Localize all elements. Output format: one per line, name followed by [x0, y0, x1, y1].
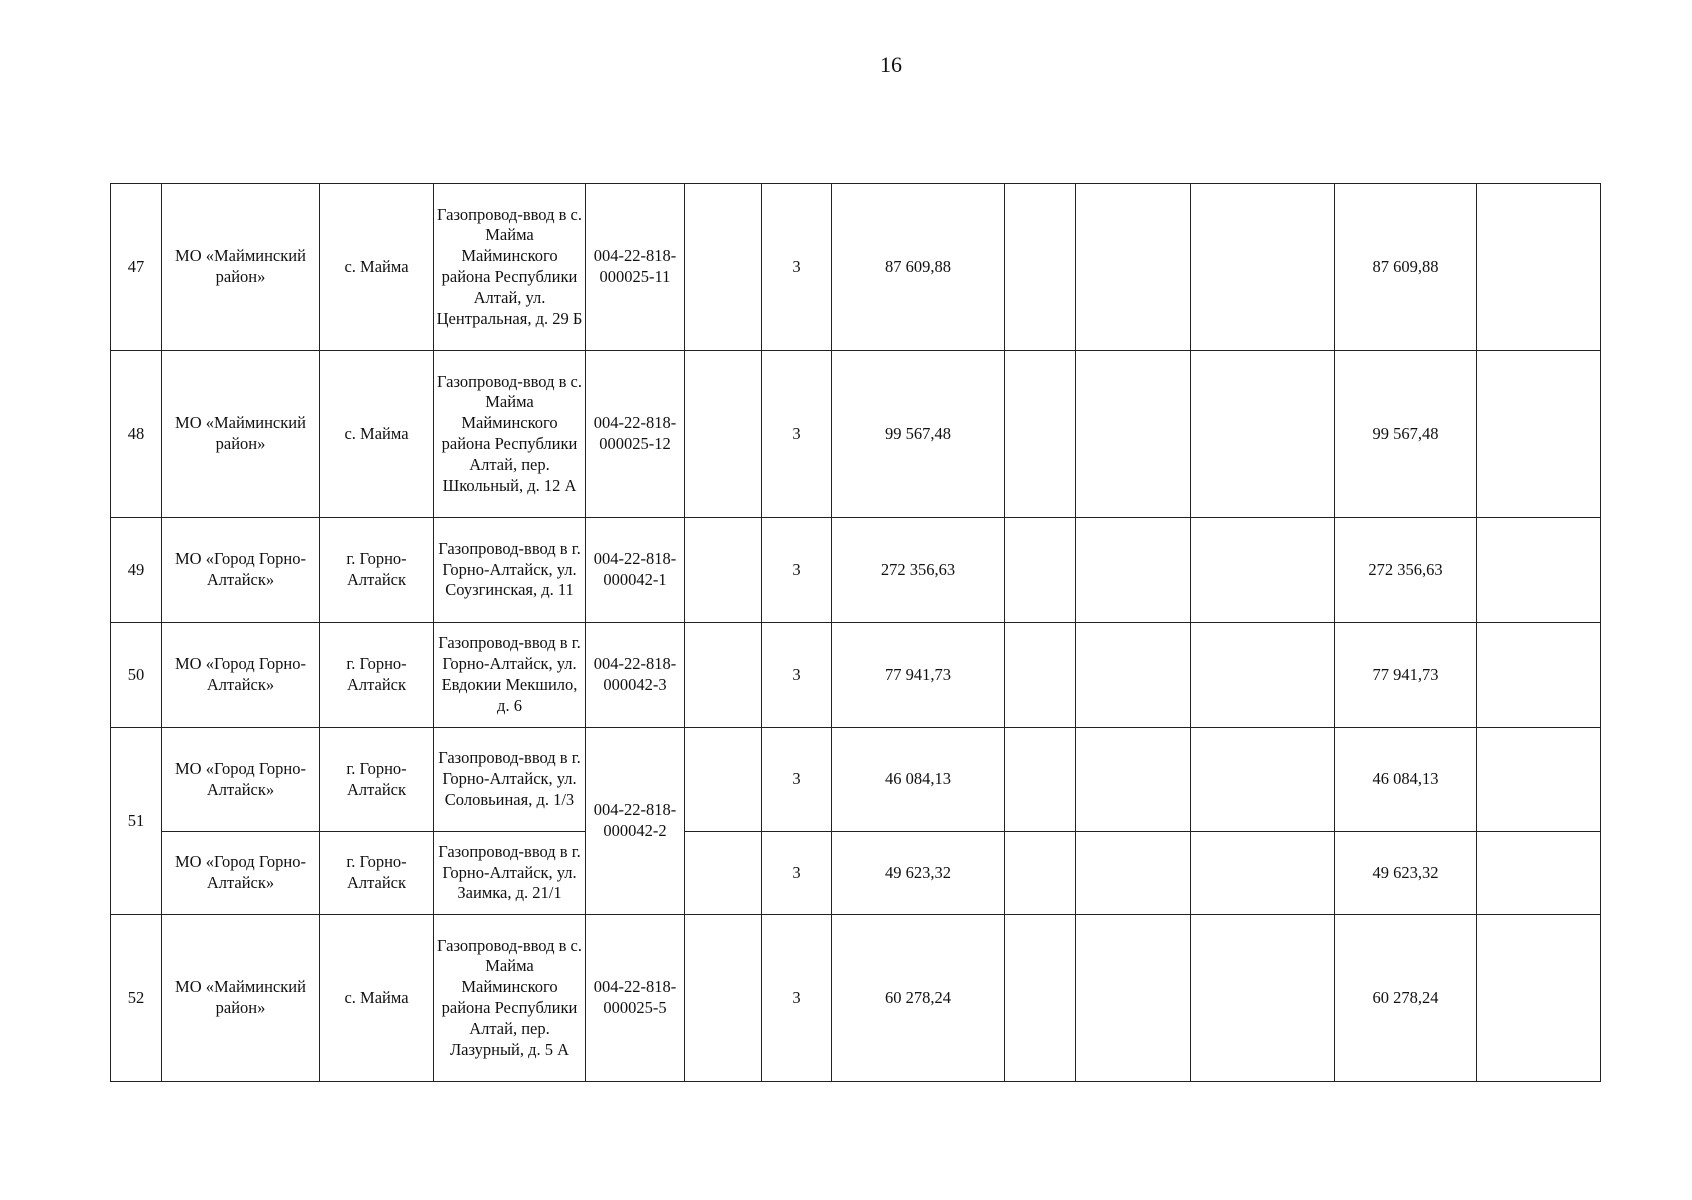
object-cell: Газопровод-ввод в г. Горно-Алтайск, ул. Евдокии Мекшило, д. 6 [434, 623, 586, 728]
amount-cell: 46 084,13 [832, 728, 1005, 832]
municipality-cell: МО «Город Горно-Алтайск» [162, 728, 320, 832]
object-cell: Газопровод-ввод в г. Горно-Алтайск, ул. Заимка, д. 21/1 [434, 832, 586, 915]
empty-cell [1191, 184, 1335, 351]
quantity-cell: 3 [762, 184, 832, 351]
locality-cell: г. Горно-Алтайск [320, 728, 434, 832]
row-number: 51 [111, 728, 162, 915]
table-row [111, 915, 1601, 1082]
amount-cell: 60 278,24 [832, 915, 1005, 1082]
empty-cell [685, 518, 762, 623]
amount-cell: 272 356,63 [832, 518, 1005, 623]
empty-cell [1477, 351, 1601, 518]
table-row [111, 623, 1601, 728]
amount-cell: 99 567,48 [832, 351, 1005, 518]
amount-cell: 87 609,88 [832, 184, 1005, 351]
object-cell: Газопровод-ввод в с. Майма Майминского района Республики Алтай, пер. Школьный, д. 12 А [434, 351, 586, 518]
empty-cell [1005, 351, 1076, 518]
empty-cell [1076, 184, 1191, 351]
empty-cell [1005, 915, 1076, 1082]
registry-table [110, 183, 1601, 1082]
empty-cell [685, 184, 762, 351]
object-cell: Газопровод-ввод в г. Горно-Алтайск, ул. Соузгинская, д. 11 [434, 518, 586, 623]
empty-cell [1076, 728, 1191, 832]
total-cell: 87 609,88 [1335, 184, 1477, 351]
locality-cell: с. Майма [320, 184, 434, 351]
locality-cell: г. Горно-Алтайск [320, 623, 434, 728]
amount-cell: 49 623,32 [832, 832, 1005, 915]
municipality-cell: МО «Город Горно-Алтайск» [162, 518, 320, 623]
empty-cell [1005, 832, 1076, 915]
code-cell: 004-22-818-000042-1 [586, 518, 685, 623]
municipality-cell: МО «Майминский район» [162, 351, 320, 518]
code-cell: 004-22-818-000025-11 [586, 184, 685, 351]
amount-cell: 77 941,73 [832, 623, 1005, 728]
table-row [111, 832, 1601, 915]
municipality-cell: МО «Майминский район» [162, 915, 320, 1082]
quantity-cell: 3 [762, 518, 832, 623]
quantity-cell: 3 [762, 351, 832, 518]
municipality-cell: МО «Майминский район» [162, 184, 320, 351]
empty-cell [685, 728, 762, 832]
empty-cell [1191, 623, 1335, 728]
total-cell: 99 567,48 [1335, 351, 1477, 518]
table-row [111, 728, 1601, 832]
empty-cell [1477, 915, 1601, 1082]
quantity-cell: 3 [762, 728, 832, 832]
total-cell: 46 084,13 [1335, 728, 1477, 832]
code-cell: 004-22-818-000025-5 [586, 915, 685, 1082]
empty-cell [1191, 518, 1335, 623]
empty-cell [1477, 623, 1601, 728]
empty-cell [1005, 184, 1076, 351]
empty-cell [1477, 728, 1601, 832]
code-cell: 004-22-818-000042-2 [586, 728, 685, 915]
empty-cell [1191, 351, 1335, 518]
empty-cell [1005, 623, 1076, 728]
empty-cell [1191, 832, 1335, 915]
locality-cell: г. Горно-Алтайск [320, 832, 434, 915]
quantity-cell: 3 [762, 915, 832, 1082]
empty-cell [1477, 518, 1601, 623]
locality-cell: с. Майма [320, 351, 434, 518]
municipality-cell: МО «Город Горно-Алтайск» [162, 623, 320, 728]
quantity-cell: 3 [762, 832, 832, 915]
empty-cell [1076, 623, 1191, 728]
object-cell: Газопровод-ввод в г. Горно-Алтайск, ул. Соловьиная, д. 1/3 [434, 728, 586, 832]
total-cell: 49 623,32 [1335, 832, 1477, 915]
empty-cell [1076, 915, 1191, 1082]
row-number: 47 [111, 184, 162, 351]
empty-cell [1076, 351, 1191, 518]
object-cell: Газопровод-ввод в с. Майма Майминского района Республики Алтай, ул. Центральная, д. 29 Б [434, 184, 586, 351]
quantity-cell: 3 [762, 623, 832, 728]
locality-cell: с. Майма [320, 915, 434, 1082]
table-row [111, 184, 1601, 351]
empty-cell [1076, 832, 1191, 915]
empty-cell [685, 351, 762, 518]
code-cell: 004-22-818-000025-12 [586, 351, 685, 518]
row-number: 52 [111, 915, 162, 1082]
empty-cell [1005, 518, 1076, 623]
empty-cell [1005, 728, 1076, 832]
locality-cell: г. Горно-Алтайск [320, 518, 434, 623]
table-row [111, 518, 1601, 623]
empty-cell [1477, 184, 1601, 351]
empty-cell [685, 832, 762, 915]
total-cell: 60 278,24 [1335, 915, 1477, 1082]
empty-cell [1191, 728, 1335, 832]
total-cell: 272 356,63 [1335, 518, 1477, 623]
code-cell: 004-22-818-000042-3 [586, 623, 685, 728]
row-number: 50 [111, 623, 162, 728]
municipality-cell: МО «Город Горно-Алтайск» [162, 832, 320, 915]
table-row [111, 351, 1601, 518]
empty-cell [1076, 518, 1191, 623]
empty-cell [685, 623, 762, 728]
row-number: 48 [111, 351, 162, 518]
empty-cell [685, 915, 762, 1082]
page-number: 16 [880, 52, 902, 77]
empty-cell [1191, 915, 1335, 1082]
object-cell: Газопровод-ввод в с. Майма Майминского района Республики Алтай, пер. Лазурный, д. 5 А [434, 915, 586, 1082]
empty-cell [1477, 832, 1601, 915]
row-number: 49 [111, 518, 162, 623]
total-cell: 77 941,73 [1335, 623, 1477, 728]
